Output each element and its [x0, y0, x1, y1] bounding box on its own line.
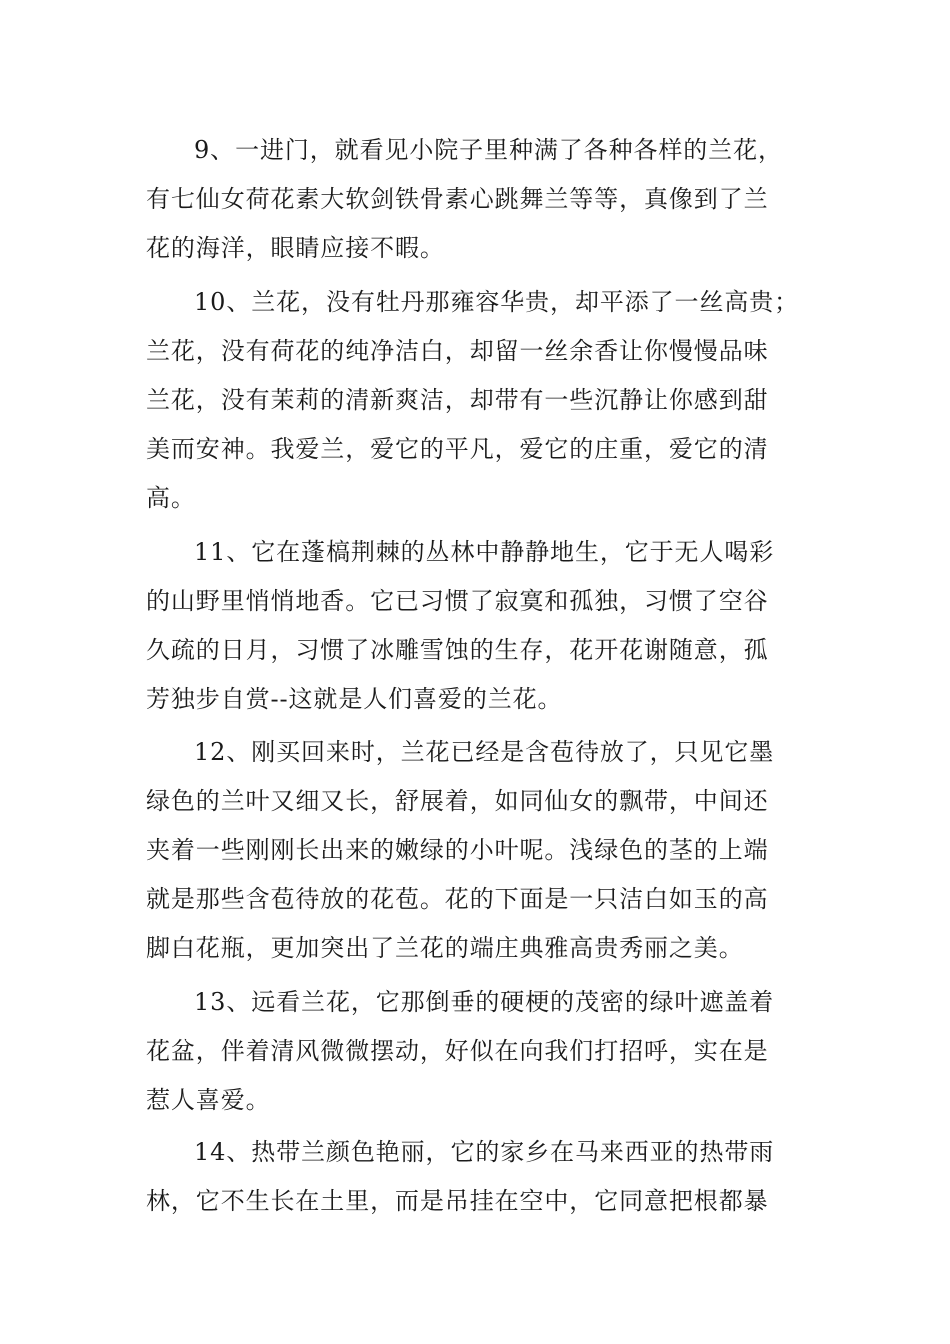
- paragraph-10-line-1: 10、兰花，没有牡丹那雍容华贵，却平添了一丝高贵；: [194, 288, 800, 316]
- paragraph-12-line-4: 就是那些含苞待放的花苞。花的下面是一只洁白如玉的高: [146, 885, 769, 913]
- paragraph-9-line-1: 9、一进门，就看见小院子里种满了各种各样的兰花，: [194, 136, 783, 164]
- paragraph-11-line-1: 11、它在蓬槁荆棘的丛林中静静地生，它于无人喝彩: [194, 538, 775, 566]
- paragraph-14-line-1: 14、热带兰颜色艳丽，它的家乡在马来西亚的热带雨: [194, 1138, 775, 1166]
- paragraph-12-line-3: 夹着一些刚刚长出来的嫩绿的小叶呢。浅绿色的茎的上端: [146, 836, 769, 864]
- paragraph-12-line-2: 绿色的兰叶又细又长，舒展着，如同仙女的飘带，中间还: [146, 787, 769, 815]
- paragraph-10-line-5: 高。: [146, 484, 196, 512]
- paragraph-11-line-3: 久疏的日月，习惯了冰雕雪蚀的生存，花开花谢随意，孤: [146, 636, 769, 664]
- paragraph-9-line-3: 花的海洋，眼睛应接不暇。: [146, 234, 445, 262]
- paragraph-13-line-1: 13、远看兰花，它那倒垂的硬梗的茂密的绿叶遮盖着: [194, 988, 775, 1016]
- paragraph-10-line-2: 兰花，没有荷花的纯净洁白，却留一丝余香让你慢慢品味: [146, 337, 769, 365]
- paragraph-10-line-4: 美而安神。我爱兰，爱它的平凡，爱它的庄重，爱它的清: [146, 435, 769, 463]
- paragraph-13-line-2: 花盆，伴着清风微微摆动，好似在向我们打招呼，实在是: [146, 1037, 769, 1065]
- paragraph-11-line-2: 的山野里悄悄地香。它已习惯了寂寞和孤独，习惯了空谷: [146, 587, 769, 615]
- paragraph-13-line-3: 惹人喜爱。: [146, 1086, 271, 1114]
- paragraph-10-line-3: 兰花，没有茉莉的清新爽洁，却带有一些沉静让你感到甜: [146, 386, 769, 414]
- paragraph-12-line-1: 12、刚买回来时，兰花已经是含苞待放了，只见它墨: [194, 738, 775, 766]
- paragraph-14-line-2: 林，它不生长在土里，而是吊挂在空中，它同意把根都暴: [146, 1187, 769, 1215]
- paragraph-11-line-4: 芳独步自赏--这就是人们喜爱的兰花。: [146, 685, 563, 713]
- paragraph-12-line-5: 脚白花瓶，更加突出了兰花的端庄典雅高贵秀丽之美。: [146, 934, 744, 962]
- paragraph-9-line-2: 有七仙女荷花素大软剑铁骨素心跳舞兰等等，真像到了兰: [146, 185, 769, 213]
